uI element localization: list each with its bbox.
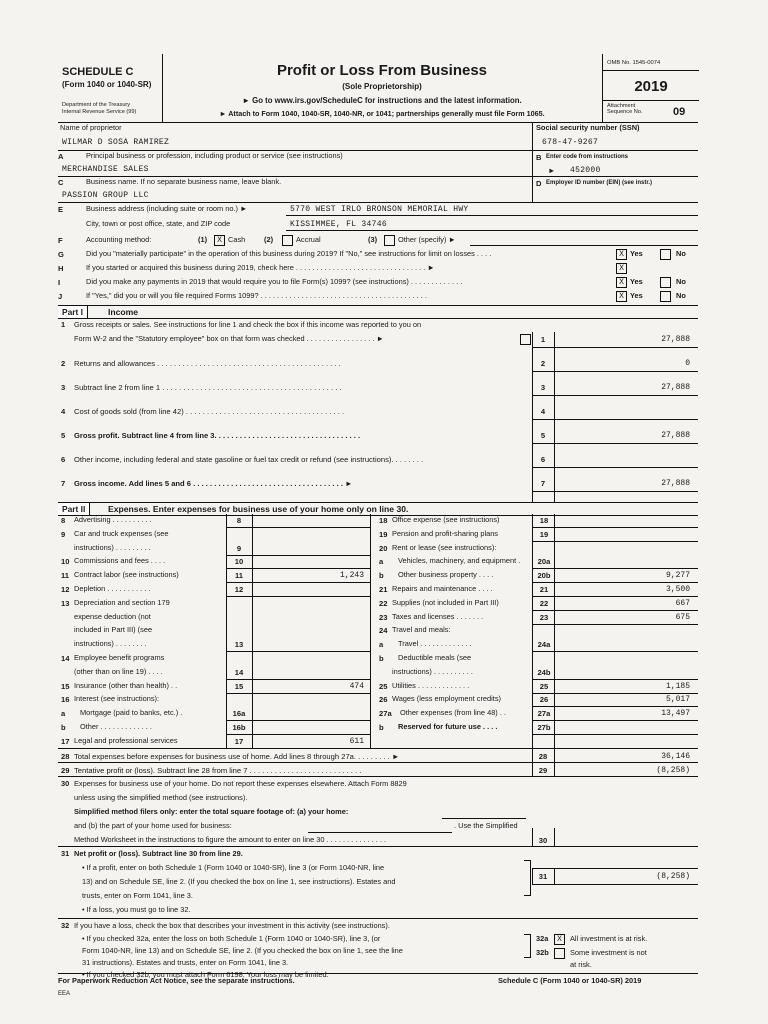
line-32-text-b: • If you checked 32a, enter the loss on both Schedule 1 (Form 1040 or 1040-SR), line 3, (or xyxy=(82,934,381,943)
expense-line-box: 22 xyxy=(539,598,549,608)
line-30-box: 30 xyxy=(538,836,548,845)
line-30-text-d2: . Use the Simplified xyxy=(454,821,518,830)
line-28-amount[interactable]: 36,146 xyxy=(661,752,690,761)
line-c-label: Business name. If no separate business name, leave blank. xyxy=(86,177,282,186)
line-31-text-c: 13) and on Schedule SE, line 2. (If you checked the box on line 1, see instructions). Estates and xyxy=(82,877,396,886)
line-c-letter: C xyxy=(58,178,64,187)
line-1-num: 1 xyxy=(61,320,66,329)
city-label: City, town or post office, state, and ZIP code xyxy=(86,219,231,228)
expense-line-text: instructions) . . . . . . . . . xyxy=(74,543,151,552)
expense-line-text: Pension and profit-sharing plans xyxy=(392,529,498,538)
line-g-yes-label: Yes xyxy=(630,249,643,258)
line-i-label: Did you make any payments in 2019 that would require you to file Form(s) 1099? (see instructions) . . . . . . . . . . . . . xyxy=(86,278,463,286)
line-f-letter: F xyxy=(58,236,63,245)
schedule-label: SCHEDULE C xyxy=(62,66,134,78)
income-line-num: 3 xyxy=(61,383,66,392)
expense-line-text: instructions) . . . . . . . . . . xyxy=(392,667,473,676)
expense-line-box: 23 xyxy=(539,612,549,622)
line-31-text-a: Net profit or (loss). Subtract line 30 from line 29. xyxy=(74,849,243,858)
income-line-num: 4 xyxy=(61,407,66,416)
income-line-amount[interactable]: 27,888 xyxy=(661,479,690,488)
business-address[interactable]: 5770 WEST IRLO BRONSON MEMORIAL HWY xyxy=(290,205,469,214)
line-h-label: If you started or acquired this business during 2019, check here . . . . . . . . . . . . . . . . . . . . . . . . . . . . . . . . ► xyxy=(86,264,435,272)
expense-line-box: 27a xyxy=(537,709,551,719)
other-method-number: (3) xyxy=(368,235,378,244)
title-block xyxy=(162,54,602,122)
expense-line-text: Repairs and maintenance . . . . xyxy=(392,585,493,593)
expense-line-num: a xyxy=(379,640,384,650)
line-i-yes-label: Yes xyxy=(630,277,643,286)
year-block xyxy=(602,54,699,122)
line-32-text-c: Form 1040-NR, line 13) and on Schedule SE, line 2. (If you checked the box on line 1, see the line xyxy=(82,946,403,955)
line-31-amount[interactable]: (8,258) xyxy=(656,872,690,881)
footer-paperwork-notice: For Paperwork Reduction Act Notice, see the separate instructions. xyxy=(58,976,295,985)
sequence-label: Sequence No. xyxy=(607,109,643,116)
line-32b-checkbox[interactable] xyxy=(554,948,565,959)
line-30-text-a: Expenses for business use of your home. Do not report these expenses elsewhere. Attach Form 8829 xyxy=(74,779,407,788)
expense-line-box: 12 xyxy=(234,585,244,594)
income-line-text: Gross profit. Subtract line 4 from line 3. . . . . . . . . . . . . . . . . . . . . . . . . . . . . . . . . . . xyxy=(74,431,361,440)
income-line-num: 7 xyxy=(61,479,66,488)
expense-line-num: 19 xyxy=(379,529,388,539)
form-title: Profit or Loss From Business xyxy=(276,62,488,79)
income-line-amount[interactable]: 27,888 xyxy=(661,335,690,344)
line-i-yes-checkbox[interactable]: X xyxy=(616,277,627,288)
expense-line-text: Advertising . . . . . . . . . . xyxy=(74,516,152,524)
part-2-tag: Part II xyxy=(58,503,90,515)
line-31-text-e: • If a loss, you must go to line 32. xyxy=(82,905,191,914)
line-g-label: Did you "materially participate" in the operation of this business during 2019? If "No," see instructions for limit on losses . . . . xyxy=(86,250,492,258)
proprietor-name-label: Name of proprietor xyxy=(60,123,122,132)
expense-line-box: 10 xyxy=(234,557,244,567)
expense-line-text: Car and truck expenses (see xyxy=(74,529,169,538)
business-code[interactable]: 452000 xyxy=(570,166,601,175)
expense-line-text: instructions) . . . . . . . . xyxy=(74,640,147,649)
dept-line-1: Department of the Treasury xyxy=(62,102,131,108)
line-32-text-d: 31 instructions). Estates and trusts, enter on Form 1041, line 3. xyxy=(82,958,289,967)
expense-line-num: 24 xyxy=(379,626,388,636)
expense-line-num: b xyxy=(379,571,384,581)
department-label xyxy=(62,102,136,116)
proprietor-name[interactable]: WILMAR D SOSA RAMIREZ xyxy=(62,138,170,147)
expense-line-num: 26 xyxy=(379,695,388,705)
expense-line-amount[interactable]: 13,497 xyxy=(661,709,690,719)
income-line-text: Other income, including federal and state gasoline or fuel tax credit or refund (see instructions). . . . . . . . xyxy=(74,455,424,464)
line-31-box: 31 xyxy=(538,872,548,881)
expense-line-box: 20a xyxy=(537,557,551,567)
attachment-label: Attachment xyxy=(607,103,636,109)
line-a-label: Principal business or profession, including product or service (see instructions) xyxy=(86,151,343,160)
line-i-no-label: No xyxy=(676,277,686,286)
line-30-num: 30 xyxy=(61,779,70,788)
expense-line-num: a xyxy=(61,709,66,719)
income-line-box: 2 xyxy=(540,359,546,368)
accounting-method-label: Accounting method: xyxy=(86,235,152,244)
expense-line-box: 27b xyxy=(537,723,551,732)
expense-line-text: Reserved for future use . . . . xyxy=(398,723,498,731)
line-b-label: Enter code from instructions xyxy=(546,154,629,160)
line-29 xyxy=(58,762,698,777)
income-line-num: 2 xyxy=(61,359,66,368)
expense-line-amount[interactable]: 675 xyxy=(675,612,690,622)
income-line-amount[interactable]: 0 xyxy=(685,359,690,368)
expense-line-box: 24b xyxy=(537,667,551,677)
expense-line-text: Legal and professional services xyxy=(74,736,178,745)
expense-line-box: 24a xyxy=(537,640,551,650)
income-line-7 xyxy=(58,477,698,491)
expense-line-text: Deductible meals (see xyxy=(398,654,472,662)
line-e-label: Business address (including suite or room no.) ► xyxy=(86,204,248,213)
expense-line-num: 13 xyxy=(61,598,70,608)
attach-note: ► Attach to Form 1040, 1040-SR, 1040-NR, or 1041; partnerships generally must file Form 1065. xyxy=(219,109,545,118)
line-32-text-a: If you have a loss, check the box that describes your investment in this activity (see instructions). xyxy=(74,921,390,930)
expense-line-text: Travel . . . . . . . . . . . . . xyxy=(398,640,472,649)
part-1-title: Income xyxy=(108,307,139,317)
line-32-num: 32 xyxy=(61,921,70,930)
expense-line-text: Commissions and fees . . . . xyxy=(74,557,166,566)
line-h-checkbox[interactable]: X xyxy=(616,263,627,274)
cash-number: (1) xyxy=(198,235,208,244)
line-32b-label: Some investment is not xyxy=(570,948,647,957)
line-i-no-checkbox[interactable] xyxy=(660,277,671,288)
line-28-num: 28 xyxy=(61,752,70,761)
line-j-letter: J xyxy=(58,292,63,301)
expense-line-text: Travel and meals: xyxy=(392,626,451,635)
form-header xyxy=(58,54,698,123)
expense-line-num: 14 xyxy=(61,654,70,663)
schedule-c-form xyxy=(58,54,698,997)
expense-line-box: 9 xyxy=(236,543,242,553)
cash-label: Cash xyxy=(228,235,246,244)
income-line-box: 4 xyxy=(540,407,546,416)
expense-line-text: Insurance (other than health) . . xyxy=(74,681,178,690)
expense-line-num: 9 xyxy=(61,529,66,539)
income-line-3 xyxy=(58,381,698,395)
expense-line-num: b xyxy=(379,654,384,663)
expense-line-box: 26 xyxy=(539,695,549,705)
expense-line-box: 19 xyxy=(539,529,549,539)
expense-line-text: Other business property . . . . xyxy=(398,571,494,580)
income-line-box: 1 xyxy=(540,335,546,344)
line-1-text-a: Gross receipts or sales. See instructions for line 1 and check the box if this income was reported to you on xyxy=(74,320,422,329)
expense-line-box: 17 xyxy=(234,736,244,746)
income-line-5 xyxy=(58,429,698,443)
expense-line-text: Taxes and licenses . . . . . . . xyxy=(392,612,484,621)
part-1-tag: Part I xyxy=(58,306,88,318)
expense-line-box: 11 xyxy=(234,571,244,581)
line-g-no-label: No xyxy=(676,249,686,258)
line-29-text: Tentative profit or (loss). Subtract line 28 from line 7 . . . . . . . . . . . . . . . . . . . . . . . . . . . xyxy=(74,766,362,775)
line-j-no-checkbox[interactable] xyxy=(660,291,671,302)
line-30-text-b: unless using the simplified method (see instructions). xyxy=(74,793,248,802)
instructions-link[interactable]: ► Go to www.irs.gov/ScheduleC for instructions and the latest information. xyxy=(242,96,522,105)
expense-line-box: 16b xyxy=(232,723,246,732)
income-line-2 xyxy=(58,357,698,371)
expense-line-text: Wages (less employment credits) xyxy=(392,695,501,704)
ssn-label: Social security number (SSN) xyxy=(536,123,640,132)
dept-line-2: Internal Revenue Service (99) xyxy=(62,108,137,115)
expense-line-text: Rent or lease (see instructions): xyxy=(392,543,497,552)
line-b-arrow: ► xyxy=(548,166,556,175)
line-g-yes-checkbox[interactable]: X xyxy=(616,249,627,260)
sequence-number: 09 xyxy=(673,106,686,118)
line-30-text-d: and (b) the part of your home used for business: xyxy=(74,821,232,830)
expense-line-num: 8 xyxy=(61,516,66,525)
income-line-4 xyxy=(58,405,698,419)
income-line-text: Subtract line 2 from line 1 . . . . . . . . . . . . . . . . . . . . . . . . . . . . . . . . . . . . . . . . . . . xyxy=(74,383,342,392)
expense-line-num: 12 xyxy=(61,585,70,594)
expense-line-num: 25 xyxy=(379,681,388,691)
income-line-6 xyxy=(58,453,698,467)
attachment-sequence xyxy=(607,103,642,116)
expense-line-num: 21 xyxy=(379,585,388,594)
expense-line-amount[interactable]: 3,500 xyxy=(665,585,690,594)
line-31-text-b: • If a profit, enter on both Schedule 1 (Form 1040 or 1040-SR), line 3 (or Form 1040-NR, line xyxy=(82,863,385,872)
expense-line-num: b xyxy=(379,723,384,732)
income-line-num: 5 xyxy=(61,431,66,440)
expense-line-num: 10 xyxy=(61,557,70,567)
line-b-letter: B xyxy=(536,153,542,162)
expense-line-num: 18 xyxy=(379,516,388,525)
part-2-header xyxy=(58,502,698,516)
income-line-text: Returns and allowances . . . . . . . . . . . . . . . . . . . . . . . . . . . . . . . . . . . . . . . . . . . . xyxy=(74,359,341,368)
other-method-label: Other (specify) ► xyxy=(398,235,456,244)
line-32b-box: 32b xyxy=(536,948,549,957)
line-1-text-b: Form W-2 and the "Statutory employee" box on that form was checked . . . . . . . . . . . . . . . . . ► xyxy=(74,335,384,343)
line-a-value[interactable]: MERCHANDISE SALES xyxy=(62,165,149,174)
expense-line-box: 8 xyxy=(236,516,242,525)
business-name[interactable]: PASSION GROUP LLC xyxy=(62,191,149,200)
income-line-box: 5 xyxy=(540,431,546,440)
line-28-box: 28 xyxy=(538,752,548,761)
expense-line-box: 20b xyxy=(537,571,551,581)
line-32a-checkbox[interactable]: X xyxy=(554,934,565,945)
expense-line-amount[interactable]: 667 xyxy=(675,598,690,608)
expense-line-num: 22 xyxy=(379,598,388,608)
footer-form-id: Schedule C (Form 1040 or 1040-SR) 2019 xyxy=(498,976,642,985)
income-line-text: Cost of goods sold (from line 42) . . . . . . . . . . . . . . . . . . . . . . . . . . . . . . . . . . . . . . xyxy=(74,407,345,416)
expense-line-box: 14 xyxy=(234,667,244,677)
line-e-letter: E xyxy=(58,205,64,214)
line-28 xyxy=(58,748,698,763)
line-j-no-label: No xyxy=(676,291,686,300)
line-32b-label-2: at risk. xyxy=(570,960,592,969)
income-line-box: 6 xyxy=(540,455,546,464)
omb-number: OMB No. 1545-0074 xyxy=(607,60,661,66)
form-subtitle: (Sole Proprietorship) xyxy=(342,82,422,91)
expense-line-text: Interest (see instructions): xyxy=(74,695,160,704)
line-32-text-e: • If you checked 32b, you must attach Form 6198. Your loss may be limited. xyxy=(82,971,329,979)
income-line-amount[interactable]: 27,888 xyxy=(661,383,690,392)
line-31-num: 31 xyxy=(61,849,70,858)
line-30-text-c: Simplified method filers only: enter the total square footage of: (a) your home: xyxy=(74,807,349,816)
other-method-checkbox[interactable] xyxy=(384,235,395,246)
income-line-box: 3 xyxy=(540,383,546,392)
line-29-box: 29 xyxy=(538,766,548,775)
expense-line-num: 27a xyxy=(379,709,392,719)
expense-line-text: Depreciation and section 179 xyxy=(74,598,170,607)
expense-line-amount[interactable]: 1,243 xyxy=(339,571,364,581)
expense-line-box: 18 xyxy=(539,516,549,525)
expense-line-amount[interactable]: 9,277 xyxy=(665,571,690,581)
line-j-yes-checkbox[interactable]: X xyxy=(616,291,627,302)
accrual-label: Accrual xyxy=(296,235,321,244)
tax-year: 2019 xyxy=(634,78,668,95)
part-1-header xyxy=(58,305,698,319)
expense-line-text: Mortgage (paid to banks, etc.) . xyxy=(80,709,183,718)
expense-line-box: 16a xyxy=(232,709,246,719)
expense-line-num: 17 xyxy=(61,736,70,746)
expense-line-box: 21 xyxy=(539,585,549,594)
income-line-text: Gross income. Add lines 5 and 6 . . . . . . . . . . . . . . . . . . . . . . . . . . . . . . . . . . . . ► xyxy=(74,479,353,488)
expense-line-amount[interactable]: 611 xyxy=(349,736,364,746)
expense-line-box: 15 xyxy=(234,681,244,691)
line-28-text: Total expenses before expenses for business use of home. Add lines 8 through 27a. . . . . . . . . ► xyxy=(74,752,400,761)
accrual-number: (2) xyxy=(264,235,274,244)
expense-line-text: Office expense (see instructions) xyxy=(392,516,500,524)
line-g-letter: G xyxy=(58,250,64,259)
line-32a-box: 32a xyxy=(536,934,549,943)
ssn-value[interactable]: 678-47-9267 xyxy=(542,138,599,147)
expense-line-num: 15 xyxy=(61,681,70,691)
expense-line-num: a xyxy=(379,557,384,567)
expense-line-text: Contract labor (see instructions) xyxy=(74,571,179,580)
line-h-letter: H xyxy=(58,264,64,273)
expense-line-amount[interactable]: 5,017 xyxy=(665,695,690,705)
line-29-amount[interactable]: (8,258) xyxy=(656,766,690,775)
line-30-text-e: Method Worksheet in the instructions to figure the amount to enter on line 30 . . . . . . . . . . . . . . . xyxy=(74,836,387,844)
income-line-num: 6 xyxy=(61,455,66,464)
line-j-yes-label: Yes xyxy=(630,291,643,300)
form-id-block xyxy=(58,54,163,122)
line-29-num: 29 xyxy=(61,766,70,775)
line-g-no-checkbox[interactable] xyxy=(660,249,671,260)
line-i-letter: I xyxy=(58,278,61,287)
business-city[interactable]: KISSIMMEE, FL 34746 xyxy=(290,220,387,229)
line-j-label: If "Yes," did you or will you file required Forms 1099? . . . . . . . . . . . . . . . . . . . . . . . . . . . . . . . . . . . . . . . . . xyxy=(86,292,427,300)
expense-line-text: Other expenses (from line 48) . . xyxy=(400,709,506,718)
income-line-1 xyxy=(58,333,698,347)
expense-line-text: included in Part III) (see xyxy=(74,626,153,635)
line-32a-label: All investment is at risk. xyxy=(570,934,648,943)
expense-line-num: 23 xyxy=(379,612,388,622)
expense-line-amount[interactable]: 474 xyxy=(349,681,364,691)
expense-line-amount[interactable]: 1,185 xyxy=(665,681,690,691)
line-d-letter: D xyxy=(536,179,542,188)
expense-line-text: (other than on line 19) . . . . xyxy=(74,667,163,676)
cash-checkbox[interactable]: X xyxy=(214,235,225,246)
expense-line-num: b xyxy=(61,723,66,732)
line-d-label: Employer ID number (EIN) (see instr.) xyxy=(546,180,653,186)
expense-line-text: Employee benefit programs xyxy=(74,654,165,662)
expense-line-text: Utilities . . . . . . . . . . . . . xyxy=(392,681,470,690)
expense-line-text: Depletion . . . . . . . . . . . xyxy=(74,585,151,593)
expense-line-box: 25 xyxy=(539,681,549,691)
expense-line-text: Other . . . . . . . . . . . . . xyxy=(80,723,152,731)
expense-line-num: 11 xyxy=(61,571,70,581)
expense-line-text: Vehicles, machinery, and equipment . xyxy=(398,557,521,566)
expense-line-text: expense deduction (not xyxy=(74,612,151,621)
income-line-box: 7 xyxy=(540,479,546,488)
line-a-letter: A xyxy=(58,152,64,161)
line-31-text-d: trusts, enter on Form 1041, line 3. xyxy=(82,891,193,900)
part-2-title: Expenses. Enter expenses for business use of your home only on line 30. xyxy=(108,504,409,514)
expense-line-text: Supplies (not included in Part III) xyxy=(392,598,499,607)
footer-eea: EEA xyxy=(58,991,71,997)
form-reference: (Form 1040 or 1040-SR) xyxy=(62,80,152,89)
accrual-checkbox[interactable] xyxy=(282,235,293,246)
expense-line-num: 20 xyxy=(379,543,388,553)
expense-line-num: 16 xyxy=(61,695,70,705)
income-line-amount[interactable]: 27,888 xyxy=(661,431,690,440)
expense-line-box: 13 xyxy=(234,640,244,650)
